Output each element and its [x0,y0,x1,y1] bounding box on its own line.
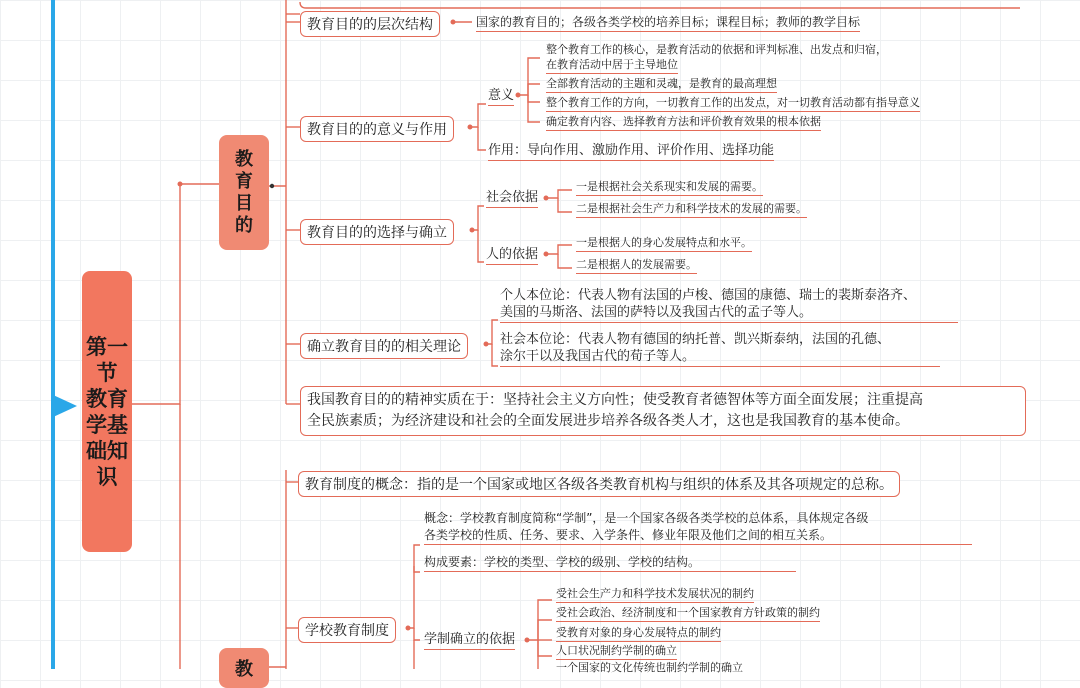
node-system-concept-label: 教育制度的概念：指的是一个国家或地区各级各类教育机构与组织的体系及其各项规定的总称。 [305,477,893,493]
human-basis-label: 人的依据 [486,247,538,265]
social-theory-line-1: 社会本位论：代表人物有德国的纳托普、凯兴斯泰纳，法国的孔德、 [500,332,891,347]
node-goal-hierarchy-label: 教育目的的层次结构 [307,17,433,33]
social-basis-label: 社会依据 [486,190,538,208]
subtopic-label-goal: 教育目的 [235,148,253,236]
main-topic-node[interactable] [82,271,132,552]
xuezhi-concept-line-1: 概念：学校教育制度简称“学制”，是一个国家各级各类学校的总体系，具体规定各级 [424,511,869,525]
connector-main-sub1 [132,184,219,404]
social-theory-line-2: 涂尔干以及我国古代的荀子等人。 [500,349,940,367]
meaning-item-1: 整个教育工作的核心，是教育活动的依据和评判标准、出发点和归宿， [546,43,887,56]
xuezhi-basis-item-2: 受社会政治、经济制度和一个国家教育方针政策的制约 [556,606,820,622]
node-goal-selection[interactable] [300,219,454,245]
hierarchy-detail: 国家的教育目的；各级各类学校的培养目标；课程目标；教师的教学目标 [476,15,860,32]
individual-theory-line-1: 个人本位论：代表人物有法国的卢梭、德国的康德、瑞士的裴斯泰洛齐、 [500,288,917,303]
social-basis-item-2: 二是根据社会生产力和科学技术的发展的需要。 [576,202,807,218]
node-system-concept[interactable] [298,471,900,497]
individual-theory-line-2: 美国的马斯洛、法国的萨特以及我国古代的孟子等人。 [500,305,958,323]
subtopic-label-system: 教 [235,659,253,680]
xuezhi-basis-item-4: 人口状况制约学制的确立 [556,644,677,660]
left-accent-bar [51,0,55,669]
xuezhi-basis-label: 学制确立的依据 [424,632,515,650]
meaning-item-2: 在教育活动中居于主导地位 [546,58,678,74]
meaning-item-4: 整个教育工作的方向，一切教育工作的出发点，对一切教育活动都有指导意义 [546,96,920,112]
main-topic-label: 第一节 教育学基础知识 [86,334,128,489]
meaning-label: 意义 [488,88,514,106]
xuezhi-concept-line-2: 各类学校的性质、任务、要求、入学条件、修业年限及他们之间的相互关系。 [424,528,972,545]
meaning-item-5: 确定教育内容、选择教育方法和评价教育效果的根本依据 [546,115,821,131]
subtopic-node-system[interactable] [219,648,269,688]
node-school-system-label: 学校教育制度 [305,623,389,639]
xuezhi-elements: 构成要素：学校的类型、学校的级别、学校的结构。 [424,555,796,572]
xuezhi-basis-item-5: 一个国家的文化传统也制约学制的确立 [556,661,743,674]
node-school-system[interactable] [298,617,396,643]
role-line: 作用：导向作用、激励作用、评价作用、选择功能 [488,143,774,161]
xuezhi-basis-item-3: 受教育对象的身心发展特点的制约 [556,626,721,642]
social-basis-item-1: 一是根据社会关系现实和发展的需要。 [576,180,763,196]
node-goal-essence[interactable] [300,386,1026,436]
node-goal-hierarchy[interactable] [300,11,440,37]
human-basis-item-1: 一是根据人的身心发展特点和水平。 [576,236,752,252]
subtopic-node-goal[interactable] [219,135,269,250]
essence-line-2: 全民族素质；为经济建设和社会的全面发展进步培养各级各类人才，这也是我国教育的基本使命。 [307,413,909,429]
human-basis-item-2: 二是根据人的发展需要。 [576,258,697,274]
node-goal-meaning-role-label: 教育目的的意义与作用 [307,122,447,138]
node-goal-theories[interactable] [300,333,468,359]
collapse-arrow-icon[interactable] [51,394,77,418]
meaning-item-3: 全部教育活动的主题和灵魂，是教育的最高理想 [546,77,777,93]
node-goal-meaning-role[interactable] [300,116,454,142]
essence-line-1: 我国教育目的的精神实质在于：坚持社会主义方向性；使受教育者德智体等方面全面发展；注重提高 [307,392,923,408]
node-goal-selection-label: 教育目的的选择与确立 [307,225,447,241]
xuezhi-basis-item-1: 受社会生产力和科学技术发展状况的制约 [556,587,754,603]
node-goal-theories-label: 确立教育目的的相关理论 [307,339,461,355]
